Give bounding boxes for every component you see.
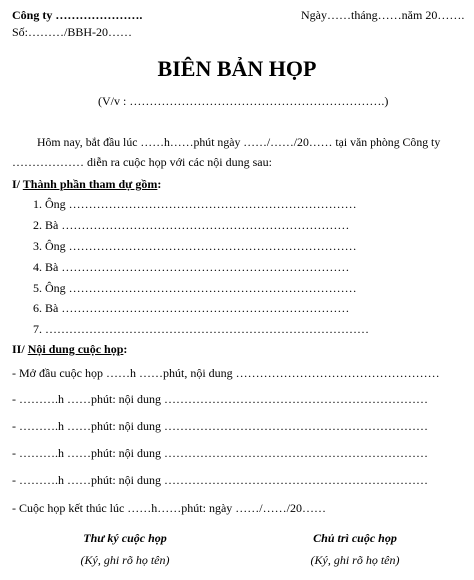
agenda-opening: - Mở đầu cuộc họp ……h ……phút, nội dung …………………………………………… <box>12 366 440 380</box>
agenda-item: - ……….h ……phút: nội dung ………………………………………………………… <box>12 392 428 406</box>
attendee-line: 2. Bà ……………………………………………………………… <box>33 218 350 232</box>
secretary-title: Thư ký cuộc họp <box>83 531 167 545</box>
section-content-heading: II/ Nội dung cuộc họp: <box>12 342 128 356</box>
agenda-item: - ……….h ……phút: nội dung ………………………………………………………… <box>12 473 428 487</box>
intro-line-1: Hôm nay, bắt đầu lúc ……h……phút ngày ……/……/20…… tại văn phòng Công ty <box>37 135 441 149</box>
secretary-signature-note: (Ký, ghi rõ họ tên) <box>80 553 170 567</box>
attendee-line: 1. Ông ……………………………………………………………… <box>33 197 357 211</box>
document-subject: (V/v : ……………………………………………………….) <box>98 94 389 108</box>
agenda-item: - ……….h ……phút: nội dung ………………………………………………………… <box>12 446 428 460</box>
agenda-item: - ……….h ……phút: nội dung ………………………………………………………… <box>12 419 428 433</box>
attendee-line: 6. Bà ……………………………………………………………… <box>33 301 350 315</box>
chair-title: Chủ trì cuộc họp <box>313 531 397 545</box>
agenda-closing: - Cuộc họp kết thúc lúc ……h……phút: ngày ……/……/20…… <box>12 501 326 515</box>
attendee-line: 5. Ông ……………………………………………………………… <box>33 281 357 295</box>
document-date: Ngày……tháng……năm 20……. <box>301 8 465 22</box>
document-title: BIÊN BẢN HỌP <box>157 56 317 81</box>
section-attendees-heading: I/ Thành phần tham dự gồm: <box>12 177 162 191</box>
attendee-line: 7. ……………………………………………………………………… <box>33 322 369 336</box>
attendee-line: 4. Bà ……………………………………………………………… <box>33 260 350 274</box>
company-name: Công ty …………………. <box>12 8 143 22</box>
intro-line-2: ……………… diễn ra cuộc họp với các nội dung sau: <box>12 155 272 169</box>
chair-signature-note: (Ký, ghi rõ họ tên) <box>310 553 400 567</box>
document-number: Số:………/BBH-20…… <box>12 25 133 39</box>
attendee-line: 3. Ông ……………………………………………………………… <box>33 239 357 253</box>
